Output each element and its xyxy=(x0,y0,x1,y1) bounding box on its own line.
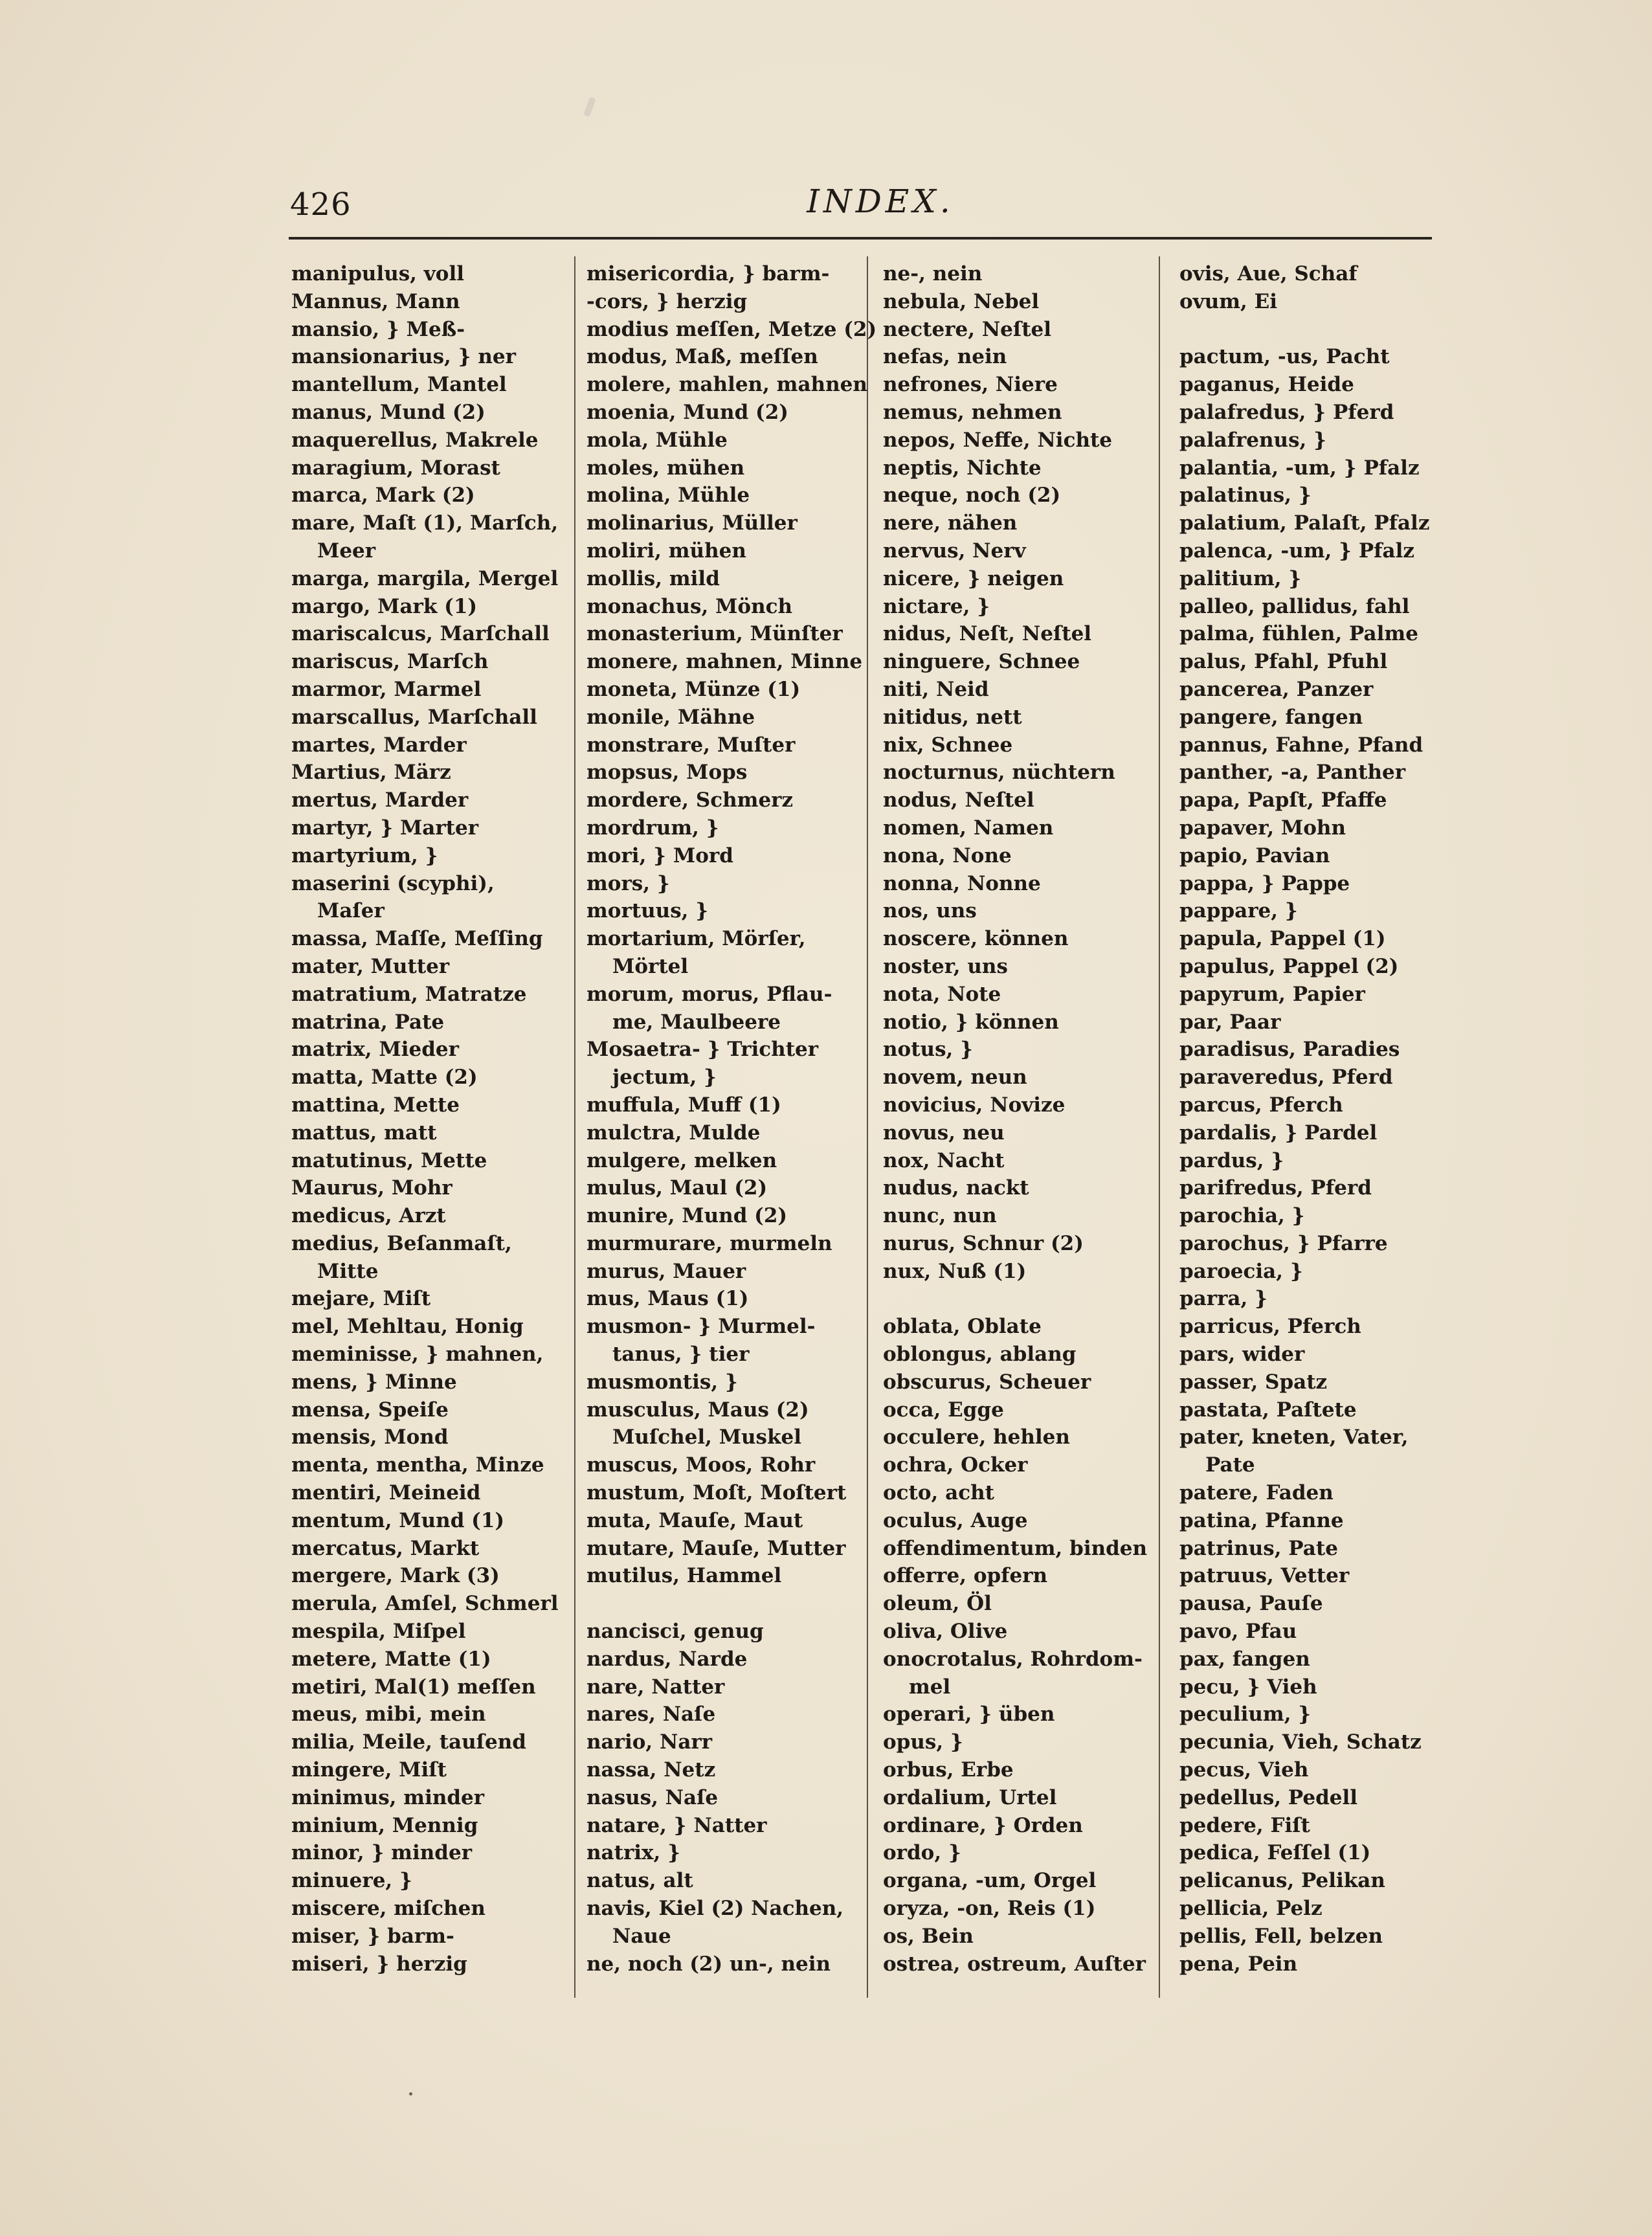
index-entry: nervus, Nerv xyxy=(883,539,1026,563)
index-entry: noscere, können xyxy=(883,927,1069,951)
index-entry: mus, Maus (1) xyxy=(586,1287,749,1311)
index-entry: nefrones, Niere xyxy=(883,373,1058,397)
index-entry: Mitte xyxy=(317,1259,379,1283)
index-entry: palenca, -um, } Pfalz xyxy=(1179,539,1414,563)
index-entry: pedere, Fiſt xyxy=(1179,1813,1310,1837)
index-entry: misericordia, } barm- xyxy=(586,262,830,285)
index-entry: Naue xyxy=(612,1924,671,1948)
index-entry: pellis, Fell, belzen xyxy=(1179,1924,1383,1948)
index-entry: maserini (scyphi), xyxy=(291,871,495,895)
index-entry: nario, Narr xyxy=(586,1730,713,1754)
index-entry: mutare, Mauſe, Mutter xyxy=(586,1536,846,1560)
index-entry: mariscalcus, Marſchall xyxy=(291,622,550,646)
index-entry: paraveredus, Pferd xyxy=(1179,1066,1393,1090)
index-entry: mespila, Miſpel xyxy=(291,1620,466,1644)
index-entry xyxy=(1179,316,1464,344)
index-entry: pecu, } Vieh xyxy=(1179,1675,1317,1699)
index-entry: meus, mibi, mein xyxy=(291,1703,486,1727)
index-entry: natrix, } xyxy=(586,1841,681,1865)
index-entry: pardalis, } Pardel xyxy=(1179,1121,1378,1145)
index-entry: matratium, Matratze xyxy=(291,982,527,1006)
index-entry: mollis, mild xyxy=(586,566,720,590)
index-entry: os, Bein xyxy=(883,1924,974,1948)
index-entry: mansio, } Meß- xyxy=(291,317,465,341)
index-entry: pedica, Feſſel (1) xyxy=(1179,1841,1371,1865)
index-entry: peculium, } xyxy=(1179,1703,1312,1727)
index-entry: oblongus, ablang xyxy=(883,1343,1077,1367)
index-entry: mulgere, melken xyxy=(586,1148,777,1172)
index-entry: molina, Mühle xyxy=(586,484,750,508)
index-entry: papula, Pappel (1) xyxy=(1179,927,1386,951)
index-entry: occulere, hehlen xyxy=(883,1425,1070,1449)
index-entry: mare, Maſt (1), Marſch, xyxy=(291,511,559,535)
index-entry: modius meſſen, Metze (2) xyxy=(586,317,877,341)
index-entry: minuere, } xyxy=(291,1869,412,1893)
index-entry: nona, None xyxy=(883,844,1012,867)
index-entry: panther, -a, Panther xyxy=(1179,761,1406,785)
index-entry: minor, } minder xyxy=(291,1841,473,1865)
index-entry: nox, Nacht xyxy=(883,1148,1005,1172)
index-entry: pactum, -us, Pacht xyxy=(1179,345,1390,369)
index-entry: pars, wider xyxy=(1179,1343,1305,1367)
index-entry: musmon- } Murmel- xyxy=(586,1315,816,1339)
index-entry: manipulus, voll xyxy=(291,262,465,285)
index-entry: pecunia, Vieh, Schatz xyxy=(1179,1730,1422,1754)
index-entry: ne-, nein xyxy=(883,262,983,285)
index-entry: noster, uns xyxy=(883,954,1008,978)
index-entry: pena, Pein xyxy=(1179,1952,1298,1976)
index-entry: pappa, } Pappe xyxy=(1179,871,1350,895)
index-entry: medicus, Arzt xyxy=(291,1204,446,1228)
index-entry: tanus, } tier xyxy=(612,1343,750,1367)
index-entry: nepos, Neffe, Nichte xyxy=(883,428,1113,452)
index-entry: parcus, Pferch xyxy=(1179,1093,1343,1117)
index-entry: niti, Neid xyxy=(883,677,989,701)
index-entry: pedellus, Pedell xyxy=(1179,1785,1358,1809)
index-entry: mentiri, Meineid xyxy=(291,1481,481,1505)
index-entry: pappare, } xyxy=(1179,899,1298,923)
index-entry: neptis, Nichte xyxy=(883,456,1042,480)
index-entry: monasterium, Münſter xyxy=(586,622,843,646)
index-entry: mansionarius, } ner xyxy=(291,345,516,369)
index-entry: matrina, Pate xyxy=(291,1010,445,1034)
index-entry: molinarius, Müller xyxy=(586,511,798,535)
index-entry: papulus, Pappel (2) xyxy=(1179,954,1399,978)
index-entry: mordrum, } xyxy=(586,816,719,840)
index-entry: musculus, Maus (2) xyxy=(586,1398,809,1422)
index-entry: palitium, } xyxy=(1179,566,1302,590)
index-entry: nidus, Neſt, Neſtel xyxy=(883,622,1092,646)
index-entry: octo, acht xyxy=(883,1481,994,1505)
index-entry: patruus, Vetter xyxy=(1179,1564,1350,1588)
index-entry: molere, mahlen, mahnen xyxy=(586,373,867,397)
index-entry: mingere, Miſt xyxy=(291,1758,447,1782)
index-entry: nota, Note xyxy=(883,982,1001,1006)
index-entry: mater, Mutter xyxy=(291,954,450,978)
index-entry: palafrenus, } xyxy=(1179,428,1327,452)
index-entry: miscere, miſchen xyxy=(291,1897,486,1921)
index-entry: nurus, Schnur (2) xyxy=(883,1231,1084,1255)
index-entry: mulus, Maul (2) xyxy=(586,1176,768,1200)
index-entry: papaver, Mohn xyxy=(1179,816,1346,840)
index-entry: medius, Beſanmaſt, xyxy=(291,1231,512,1255)
index-entry: nardus, Narde xyxy=(586,1647,748,1671)
index-entry: ordinare, } Orden xyxy=(883,1813,1083,1837)
index-entry: operari, } üben xyxy=(883,1703,1055,1727)
index-entry: maragium, Morast xyxy=(291,456,500,480)
index-entry: nasus, Naſe xyxy=(586,1785,719,1809)
index-entry: novem, neun xyxy=(883,1066,1027,1090)
index-entry: ochra, Ocker xyxy=(883,1453,1028,1477)
index-entry: nux, Nuß (1) xyxy=(883,1259,1027,1283)
index-entry: patrinus, Pate xyxy=(1179,1536,1338,1560)
index-entry: mentum, Mund (1) xyxy=(291,1508,505,1532)
index-entry: paganus, Heide xyxy=(1179,373,1354,397)
index-entry: mordere, Schmerz xyxy=(586,788,794,812)
index-entry: pelicanus, Pelikan xyxy=(1179,1869,1385,1893)
index-entry: nicere, } neigen xyxy=(883,566,1064,590)
index-entry: parra, } xyxy=(1179,1287,1268,1311)
index-entry: Maurus, Mohr xyxy=(291,1176,452,1200)
index-entry: onocrotalus, Rohrdom- xyxy=(883,1647,1143,1671)
index-entry: murmurare, murmeln xyxy=(586,1231,832,1255)
index-column-4 xyxy=(1179,260,1464,1978)
index-entry: mattina, Mette xyxy=(291,1093,460,1117)
index-entry: novus, neu xyxy=(883,1121,1005,1145)
index-entry: murus, Mauer xyxy=(586,1259,746,1283)
index-entry: nere, nähen xyxy=(883,511,1018,535)
index-entry: palatium, Palaſt, Pfalz xyxy=(1179,511,1430,535)
index-entry: parochus, } Pfarre xyxy=(1179,1231,1388,1255)
index-entry: manus, Mund (2) xyxy=(291,400,486,424)
index-entry: pavo, Pfau xyxy=(1179,1620,1297,1644)
index-entry: modus, Maß, meſſen xyxy=(586,345,818,369)
index-entry: massa, Maſſe, Meſſing xyxy=(291,927,543,951)
index-entry: matutinus, Mette xyxy=(291,1148,487,1172)
index-entry: Maſer xyxy=(317,899,385,923)
index-entry: ordalium, Urtel xyxy=(883,1785,1057,1809)
index-column-2 xyxy=(586,260,877,1978)
index-entry: nictare, } xyxy=(883,594,990,618)
index-entry: milia, Meile, tauſend xyxy=(291,1730,526,1754)
index-entry: mantellum, Mantel xyxy=(291,373,507,397)
index-entry: palatinus, } xyxy=(1179,484,1312,508)
index-entry: munire, Mund (2) xyxy=(586,1204,788,1228)
index-entry: oblata, Oblate xyxy=(883,1315,1042,1339)
index-entry: monachus, Mönch xyxy=(586,594,793,618)
index-entry: nodus, Neſtel xyxy=(883,788,1034,812)
index-entry: papio, Pavian xyxy=(1179,844,1330,867)
index-entry: Muſchel, Muskel xyxy=(612,1425,801,1449)
index-entry: morum, morus, Pflau- xyxy=(586,982,832,1006)
index-entry: paradisus, Paradies xyxy=(1179,1038,1400,1062)
index-entry: muffula, Muff (1) xyxy=(586,1093,781,1117)
index-entry: monile, Mähne xyxy=(586,705,755,729)
index-entry: moenia, Mund (2) xyxy=(586,400,788,424)
paper-speck xyxy=(583,96,596,117)
index-entry: pecus, Vieh xyxy=(1179,1758,1309,1782)
index-entry: muta, Mauſe, Maut xyxy=(586,1508,803,1532)
index-entry: palleo, pallidus, fahl xyxy=(1179,594,1410,618)
index-entry: navis, Kiel (2) Nachen, xyxy=(586,1897,844,1921)
index-entry: maquerellus, Makrele xyxy=(291,428,539,452)
index-entry: jectum, } xyxy=(612,1066,717,1090)
index-entry: mel, Mehltau, Honig xyxy=(291,1315,524,1339)
index-entry: mens, } Minne xyxy=(291,1370,457,1394)
index-entry: oculus, Auge xyxy=(883,1508,1028,1532)
index-entry: pardus, } xyxy=(1179,1148,1284,1172)
index-entry: meminisse, } mahnen, xyxy=(291,1343,544,1367)
index-entry: Meer xyxy=(317,539,376,563)
index-entry: martes, Marder xyxy=(291,733,467,757)
index-entry: nectere, Neſtel xyxy=(883,317,1052,341)
index-entry: mariscus, Marſch xyxy=(291,650,489,674)
index-entry: moneta, Münze (1) xyxy=(586,677,801,701)
index-entry: miser, } barm- xyxy=(291,1924,454,1948)
index-entry: Mannus, Mann xyxy=(291,289,460,313)
index-entry: marscallus, Marſchall xyxy=(291,705,537,729)
index-entry: me, Maulbeere xyxy=(612,1010,781,1034)
index-entry: mertus, Marder xyxy=(291,788,469,812)
index-entry: mel xyxy=(909,1675,951,1699)
index-entry: pancerea, Panzer xyxy=(1179,677,1374,701)
index-entry: marca, Mark (2) xyxy=(291,484,475,508)
index-entry: mensis, Mond xyxy=(291,1425,449,1449)
index-entry: mori, } Mord xyxy=(586,844,733,867)
header-rule xyxy=(289,237,1432,240)
index-entry: natus, alt xyxy=(586,1869,693,1893)
index-entry: mulctra, Mulde xyxy=(586,1121,761,1145)
index-entry: oliva, Olive xyxy=(883,1620,1008,1644)
index-entry: nares, Naſe xyxy=(586,1703,716,1727)
index-entry: nonna, Nonne xyxy=(883,871,1041,895)
index-entry: martyrium, } xyxy=(291,844,438,867)
index-entry: occa, Egge xyxy=(883,1398,1004,1422)
index-entry: nebula, Nebel xyxy=(883,289,1040,313)
index-entry: metiri, Mal(1) meſſen xyxy=(291,1675,536,1699)
index-entry: -cors, } herzig xyxy=(586,289,748,313)
index-entry: palus, Pfahl, Pfuhl xyxy=(1179,650,1388,674)
index-entry: nudus, nackt xyxy=(883,1176,1029,1200)
index-entry: papa, Papſt, Pfaffe xyxy=(1179,788,1387,812)
index-entry: papyrum, Papier xyxy=(1179,982,1365,1006)
index-entry: mustum, Moſt, Moſtert xyxy=(586,1481,847,1505)
index-entry: parifredus, Pferd xyxy=(1179,1176,1372,1200)
index-column-3 xyxy=(883,260,1168,1978)
index-entry: parricus, Pferch xyxy=(1179,1315,1361,1339)
paper-speck xyxy=(409,2092,412,2096)
index-entry: oryza, -on, Reis (1) xyxy=(883,1897,1096,1921)
index-entry: mutilus, Hammel xyxy=(586,1564,782,1588)
index-entry: menta, mentha, Minze xyxy=(291,1453,544,1477)
index-entry: pannus, Fahne, Pfand xyxy=(1179,733,1423,757)
index-entry: par, Paar xyxy=(1179,1010,1281,1034)
index-entry: paroecia, } xyxy=(1179,1259,1303,1283)
index-entry: pastata, Paſtete xyxy=(1179,1398,1357,1422)
index-entry: ostrea, ostreum, Auſter xyxy=(883,1952,1146,1976)
index-entry: nocturnus, nüchtern xyxy=(883,761,1115,785)
index-entry: mola, Mühle xyxy=(586,428,728,452)
index-entry: nefas, nein xyxy=(883,345,1007,369)
index-entry: mortuus, } xyxy=(586,899,709,923)
index-entry: novicius, Novize xyxy=(883,1093,1066,1117)
index-entry: musmontis, } xyxy=(586,1370,738,1394)
index-entry: mercatus, Markt xyxy=(291,1536,480,1560)
index-entry: oleum, Öl xyxy=(883,1592,992,1616)
index-entry: marga, margila, Mergel xyxy=(291,566,559,590)
index-entry: Mosaetra- } Trichter xyxy=(586,1038,819,1062)
index-entry: pangere, fangen xyxy=(1179,705,1363,729)
index-entry: nomen, Namen xyxy=(883,816,1054,840)
index-entry: pausa, Pauſe xyxy=(1179,1592,1323,1616)
index-entry: nitidus, nett xyxy=(883,705,1022,729)
index-entry: nancisci, genug xyxy=(586,1620,764,1644)
index-entry: offendimentum, binden xyxy=(883,1536,1148,1560)
index-entry: nunc, nun xyxy=(883,1204,997,1228)
index-entry: ordo, } xyxy=(883,1841,961,1865)
index-entry: matrix, Mieder xyxy=(291,1038,459,1062)
index-entry: opus, } xyxy=(883,1730,963,1754)
index-entry: nix, Schnee xyxy=(883,733,1013,757)
index-entry: moles, mühen xyxy=(586,456,745,480)
index-entry: palantia, -um, } Pfalz xyxy=(1179,456,1420,480)
index-entry: patere, Faden xyxy=(1179,1481,1334,1505)
index-entry: Mörtel xyxy=(612,954,689,978)
index-entry: palafredus, } Pferd xyxy=(1179,400,1394,424)
index-entry: parochia, } xyxy=(1179,1204,1305,1228)
index-entry: monstrare, Muſter xyxy=(586,733,796,757)
index-entry: notus, } xyxy=(883,1038,974,1062)
page-number: 426 xyxy=(290,186,352,223)
index-entry xyxy=(883,1285,1168,1313)
index-entry: offerre, opfern xyxy=(883,1564,1048,1588)
index-entry: nemus, nehmen xyxy=(883,400,1062,424)
index-entry: mopsus, Mops xyxy=(586,761,748,785)
index-entry: monere, mahnen, Minne xyxy=(586,650,863,674)
index-entry: Pate xyxy=(1205,1453,1255,1477)
index-entry: pellicia, Pelz xyxy=(1179,1897,1323,1921)
index-entry: mensa, Speiſe xyxy=(291,1398,449,1422)
index-entry: margo, Mark (1) xyxy=(291,594,478,618)
index-entry: mergere, Mark (3) xyxy=(291,1564,500,1588)
index-entry: martyr, } Marter xyxy=(291,816,479,840)
index-entry: organa, -um, Orgel xyxy=(883,1869,1097,1893)
index-entry: mattus, matt xyxy=(291,1121,437,1145)
index-entry: ne, noch (2) un-, nein xyxy=(586,1952,831,1976)
index-entry: ninguere, Schnee xyxy=(883,650,1080,674)
index-entry: ovum, Ei xyxy=(1179,289,1278,313)
index-entry: obscurus, Scheuer xyxy=(883,1370,1091,1394)
index-entry: mors, } xyxy=(586,871,670,895)
index-entry: minium, Mennig xyxy=(291,1813,478,1837)
index-entry: pater, kneten, Vater, xyxy=(1179,1425,1409,1449)
index-entry: muscus, Moos, Rohr xyxy=(586,1453,816,1477)
index-entry: natare, } Natter xyxy=(586,1813,767,1837)
index-entry: orbus, Erbe xyxy=(883,1758,1014,1782)
index-entry: mejare, Miſt xyxy=(291,1287,431,1311)
index-entry: ovis, Aue, Schaf xyxy=(1179,262,1357,285)
index-entry: neque, noch (2) xyxy=(883,484,1061,508)
running-head: INDEX. xyxy=(807,183,954,220)
index-entry: notio, } können xyxy=(883,1010,1059,1034)
index-entry: pax, fangen xyxy=(1179,1647,1310,1671)
index-entry: moliri, mühen xyxy=(586,539,746,563)
index-entry: Martius, März xyxy=(291,761,451,785)
index-entry: merula, Amſel, Schmerl xyxy=(291,1592,559,1616)
index-entry: nassa, Netz xyxy=(586,1758,716,1782)
index-entry: metere, Matte (1) xyxy=(291,1647,491,1671)
index-entry xyxy=(586,1590,871,1618)
index-column-1 xyxy=(291,260,576,1978)
index-entry: patina, Pfanne xyxy=(1179,1508,1344,1532)
index-entry: mortarium, Mörſer, xyxy=(586,927,806,951)
index-entry: nare, Natter xyxy=(586,1675,725,1699)
index-entry: nos, uns xyxy=(883,899,977,923)
index-entry: marmor, Marmel xyxy=(291,677,482,701)
index-entry: passer, Spatz xyxy=(1179,1370,1328,1394)
index-entry: matta, Matte (2) xyxy=(291,1066,478,1090)
index-entry: palma, fühlen, Palme xyxy=(1179,622,1418,646)
index-entry: miseri, } herzig xyxy=(291,1952,467,1976)
index-entry: minimus, minder xyxy=(291,1785,485,1809)
